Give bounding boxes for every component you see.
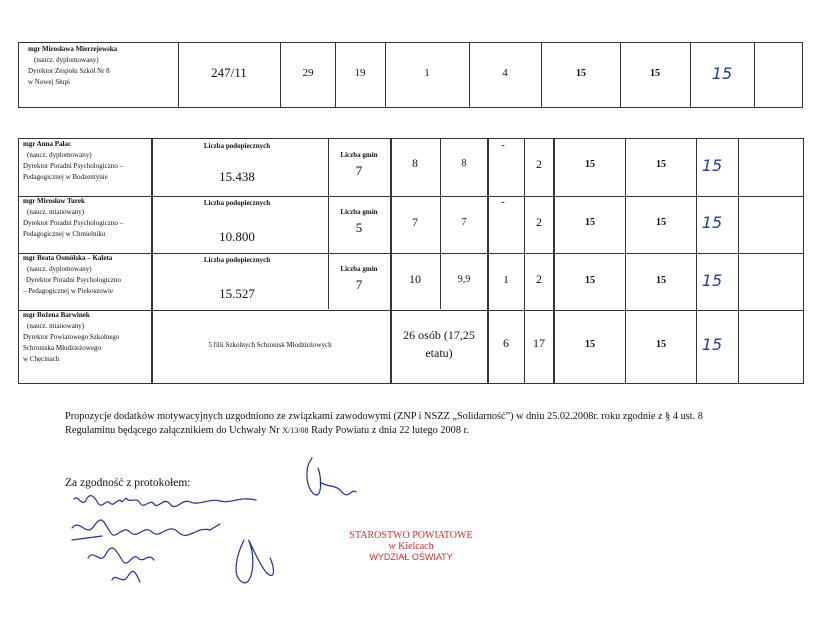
- value-cell: 15: [650, 68, 660, 79]
- person-role: Dyrektor Poradni Psychologiczno –: [23, 162, 124, 170]
- person-location: w Nowej Słupi: [28, 78, 70, 86]
- conformity-label: Za zgodność z protokołem:: [65, 477, 191, 489]
- table-row-person: [23, 253, 121, 297]
- table-row-person: [23, 310, 119, 365]
- person-degree: (naucz. mianowany): [27, 322, 85, 330]
- value-cell: 29: [302, 67, 314, 79]
- value-cell: 19: [354, 67, 366, 79]
- value-cell: 4: [502, 67, 508, 79]
- footer-text: Regulaminu będącego załącznikiem do Uchwały Nr: [65, 425, 280, 436]
- gminas-value: 5: [355, 220, 363, 235]
- person-role: Dyrektor Poradni Psychologiczno: [26, 276, 121, 284]
- staff-line: 26 osób (17,25: [403, 328, 475, 342]
- value-cell: 15: [585, 159, 595, 170]
- value-cell: 15: [656, 217, 666, 228]
- value-cell: 10: [409, 272, 421, 286]
- value-cell: 6: [503, 336, 509, 350]
- value-cell: 15: [656, 339, 666, 350]
- value-cell: 2: [536, 157, 542, 171]
- staff-line: etatu): [425, 346, 453, 360]
- gminas-label: Liczba gmin: [340, 151, 378, 159]
- signature-underline: [72, 536, 102, 540]
- wards-value: 15.438: [219, 169, 255, 184]
- person-description: [28, 44, 117, 88]
- handwritten-value: 15: [701, 335, 723, 354]
- person-location: w Chęcinach: [23, 355, 60, 363]
- gminas-value: 7: [355, 163, 363, 178]
- person-name: mgr Mirosława Mierzejewska: [28, 45, 118, 53]
- value-cell: 7: [412, 215, 418, 229]
- resolution-number: X/13/08: [282, 426, 309, 435]
- stamp-line: STAROSTWO POWIATOWE: [349, 530, 473, 541]
- wards-value: 15.527: [219, 286, 255, 301]
- person-role: Dyrektor Zespołu Szkół Nr 8: [28, 67, 110, 75]
- person-name: mgr Mirosław Turek: [23, 197, 85, 205]
- person-role: Dyrektor Poradni Psychologiczno –: [23, 219, 124, 227]
- top-table: [18, 42, 803, 108]
- handwritten-value: 15: [711, 64, 733, 83]
- value-cell: 15: [585, 217, 595, 228]
- signature-6: [307, 458, 356, 495]
- value-cell: 1: [503, 274, 509, 286]
- wards-label: Liczba podopiecznych: [203, 142, 271, 150]
- person-name: mgr Anna Pałac: [23, 140, 72, 148]
- handwritten-value: 15: [701, 156, 723, 175]
- footer-line: [65, 424, 815, 438]
- wards-label: Liczba podopiecznych: [203, 199, 271, 207]
- value-cell: 8: [461, 158, 467, 169]
- signature-2: [72, 520, 220, 535]
- person-location: Pedagogicznej w Bodzentynie: [23, 173, 108, 181]
- wards-value: 10.800: [219, 229, 255, 244]
- merged-wards-cell: 5 filii Szkolnych Schronisk Młodzieżowych: [208, 341, 332, 349]
- signature-3: [88, 548, 154, 563]
- value-cell: 7: [461, 217, 467, 228]
- signature-5: [236, 540, 273, 583]
- value-cell: 15: [585, 275, 595, 286]
- person-location: Schroniska Młodzieżowego: [23, 344, 101, 352]
- signature-1: [74, 496, 256, 507]
- handwritten-value: 15: [701, 271, 723, 290]
- signature-4: [112, 571, 140, 582]
- table-row-person: [23, 139, 123, 183]
- person-name: mgr Bożena Barwinek: [23, 311, 90, 319]
- main-table: [18, 138, 804, 384]
- value-cell: 2: [536, 272, 542, 286]
- person-name: mgr Beata Osmólska – Kaleta: [23, 254, 113, 262]
- person-role: Dyrektor Powiatowego Szkolnego: [23, 333, 120, 341]
- person-location: – Pedagogicznej w Piekoszowie: [23, 287, 114, 295]
- person-degree: (naucz. mianowany): [27, 208, 85, 216]
- person-degree: (naucz. dyplomowany): [27, 265, 92, 273]
- value-cell: 17: [533, 336, 545, 350]
- table-row-person: [23, 196, 123, 240]
- wards-label: Liczba podopiecznych: [203, 256, 271, 264]
- staff-cell: [403, 326, 475, 362]
- value-cell: 15: [576, 68, 586, 79]
- value-cell: 1: [424, 67, 430, 79]
- gminas-value: 7: [355, 277, 363, 292]
- footer-paragraph: [65, 410, 815, 438]
- person-degree: (naucz. dyplomowany): [27, 151, 92, 159]
- person-degree: (naucz. dyplomowany): [34, 56, 99, 64]
- value-cell: 8: [412, 156, 418, 170]
- value-cell: 247/11: [211, 65, 247, 80]
- value-cell: 15: [656, 275, 666, 286]
- value-cell: -: [501, 196, 505, 208]
- gminas-label: Liczba gmin: [340, 265, 378, 273]
- value-cell: 2: [536, 215, 542, 229]
- handwritten-value: 15: [701, 213, 723, 232]
- value-cell: 15: [585, 339, 595, 350]
- value-cell: 15: [656, 159, 666, 170]
- stamp-line: w Kielcach: [388, 541, 434, 552]
- stamp-line: WYDZIAŁ OŚWIATY: [369, 552, 453, 562]
- person-location: Pedagogicznej w Chmielniku: [23, 230, 106, 238]
- handwritten-signatures: [60, 448, 360, 598]
- footer-line: Propozycje dodatków motywacyjnych uzgodniono ze związkami zawodowymi (ZNP i NSZZ „Solidarność”) w dniu 25.02.2008r. roku zgodnie z § 4 ust. 8: [65, 411, 703, 422]
- value-cell: -: [501, 139, 505, 151]
- office-stamp: [336, 530, 486, 562]
- gminas-label: Liczba gmin: [340, 208, 378, 216]
- value-cell: 9,9: [457, 274, 471, 285]
- footer-text: Rady Powiatu z dnia 22 lutego 2008 r.: [308, 425, 469, 436]
